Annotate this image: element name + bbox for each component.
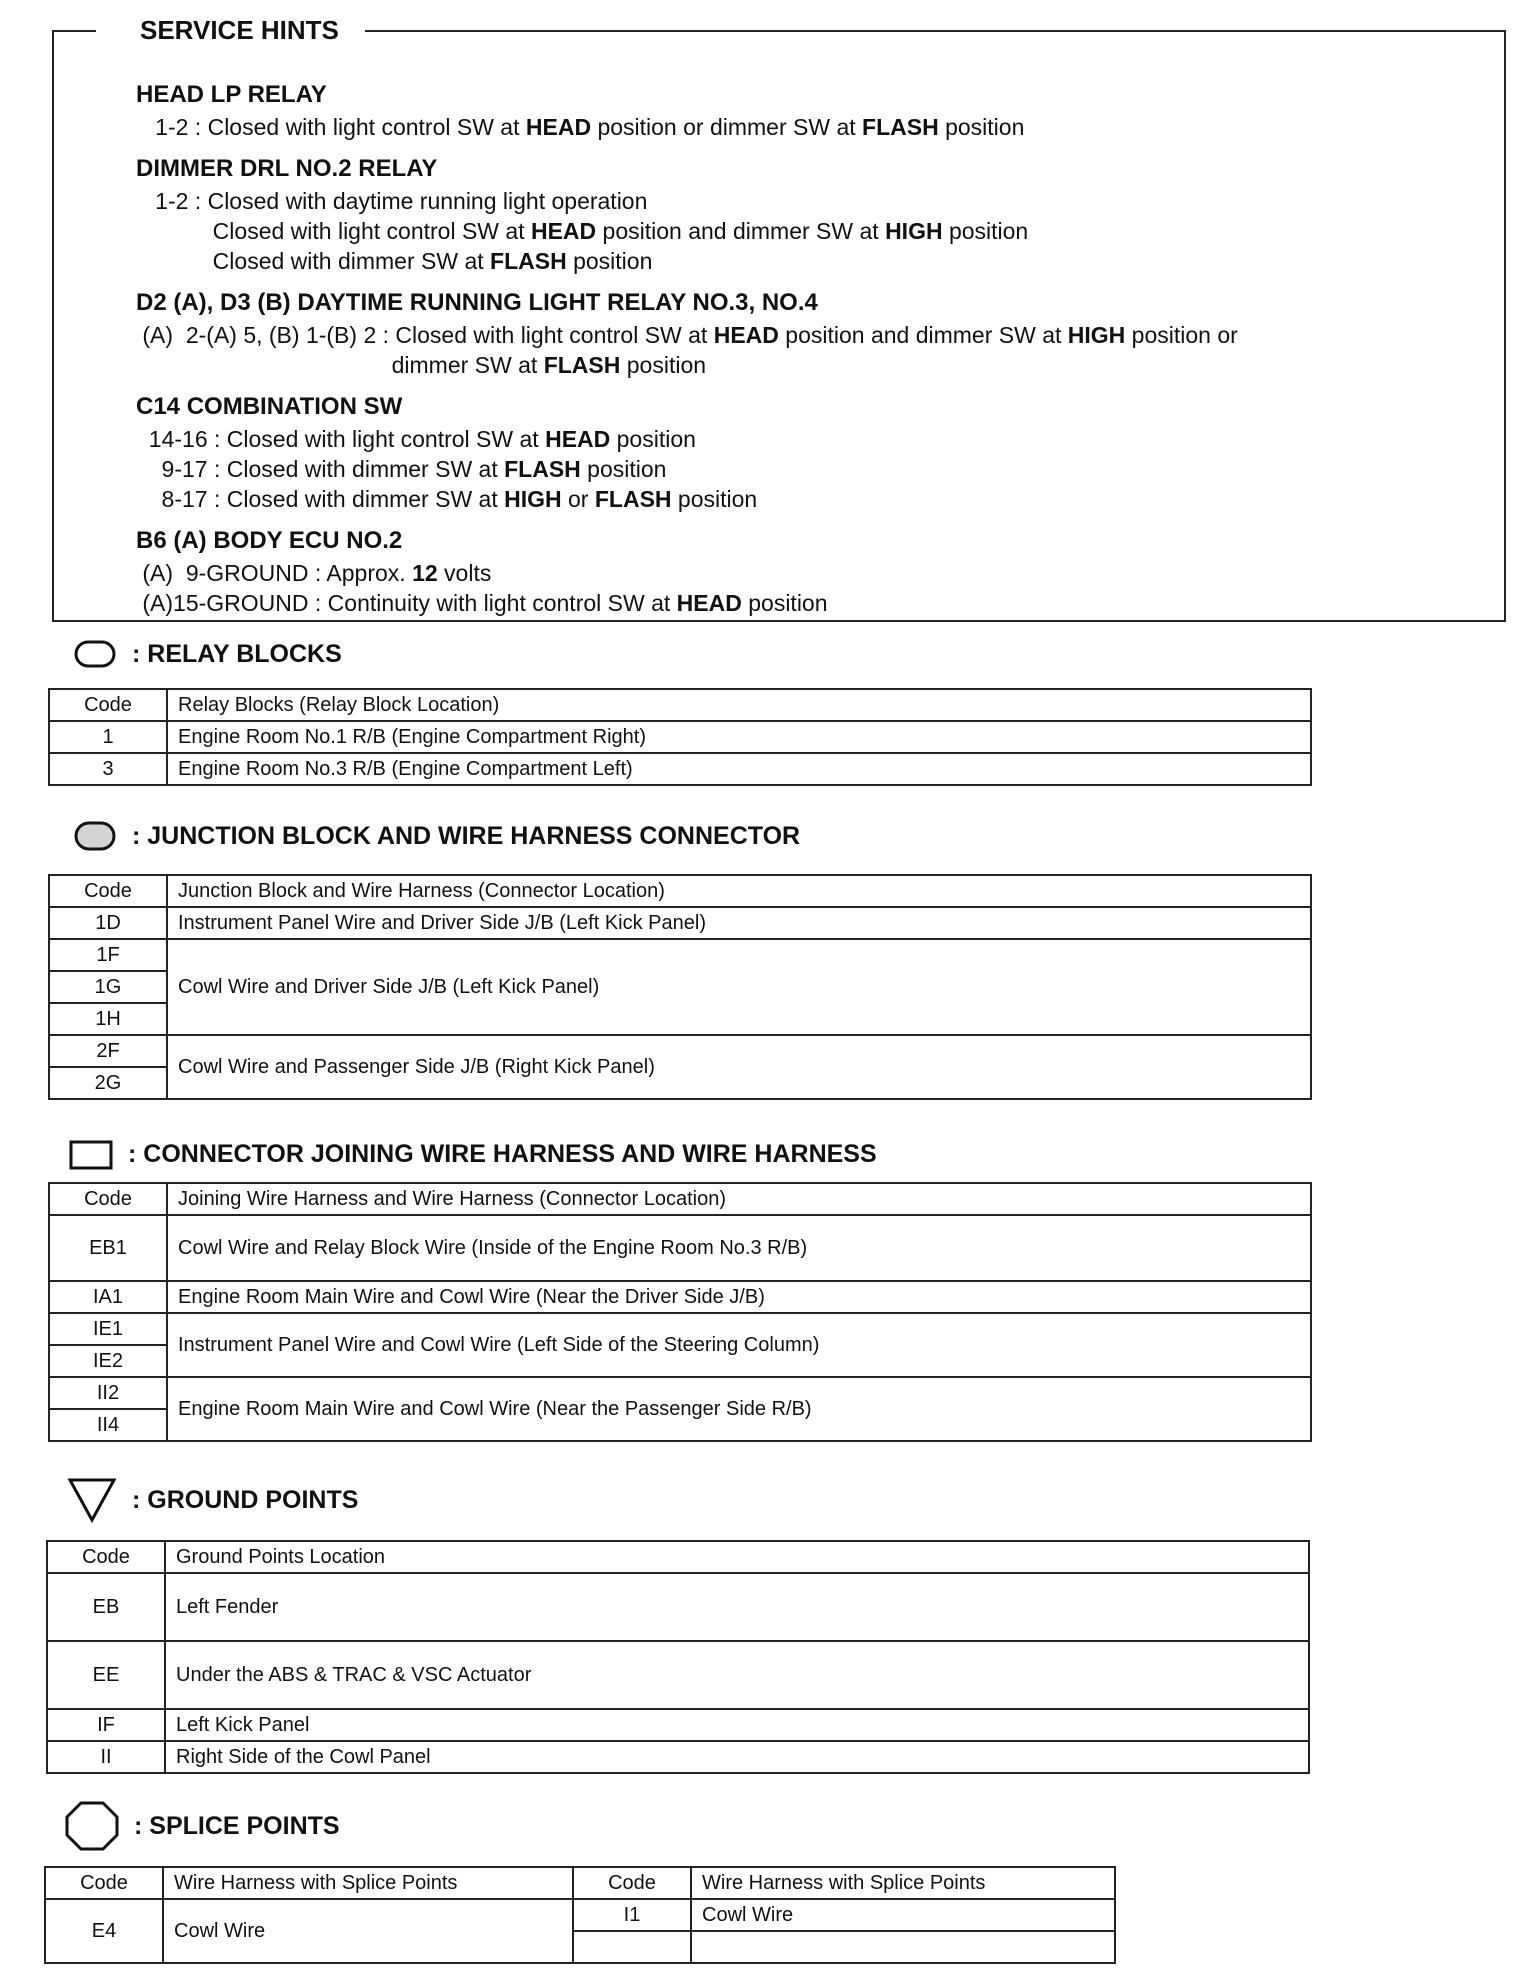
row-desc: Instrument Panel Wire and Driver Side J/B (Left Kick Panel) [167,907,1311,939]
header-code: Code [49,875,167,907]
row-code: II [47,1741,165,1773]
row-code: EB [47,1573,165,1641]
hint-section [136,80,1520,142]
row-desc: Engine Room Main Wire and Cowl Wire (Near the Passenger Side R/B) [167,1377,1311,1441]
hint-emphasis: HEAD [713,322,779,348]
hint-text: position and dimmer SW at [596,218,886,244]
table-row [47,1573,1309,1641]
hint-text: position [610,426,696,452]
table-row [47,1641,1309,1709]
ground-points-label: : GROUND POINTS [132,1485,359,1514]
hint-text: position [566,248,653,274]
header-code: Code [49,689,167,721]
row-desc: Cowl Wire and Passenger Side J/B (Right Kick Panel) [167,1035,1311,1099]
relay-blocks-label: : RELAY BLOCKS [132,639,342,668]
hint-emphasis: HIGH [504,486,562,512]
hint-section [136,392,1520,514]
hint-text: or [561,486,595,512]
hint-text: 1-2 : Closed with light control SW at [136,114,526,140]
header-code: Code [49,1183,167,1215]
hint-emphasis: FLASH [504,456,581,482]
service-hints-title: SERVICE HINTS [96,14,365,46]
hint-text: position [942,218,1029,244]
row-code: 1 [49,721,167,753]
table-row [49,1313,1311,1345]
row-code: II2 [49,1377,167,1409]
hint-emphasis: HEAD [530,218,597,244]
table-row [49,753,1311,785]
hint-line [136,484,1520,514]
hint-emphasis: HIGH [1067,322,1126,348]
row-code: 1D [49,907,167,939]
hint-text: (A)15-GROUND : Continuity with light control SW at [136,590,677,616]
ground-points-table [46,1540,1310,1774]
relay-blocks-table [48,688,1312,786]
row-desc: Engine Room No.1 R/B (Engine Compartment Right) [167,721,1311,753]
hint-emphasis: FLASH [490,248,567,274]
hint-line [136,588,1520,618]
row-desc: Instrument Panel Wire and Cowl Wire (Left Side of the Steering Column) [167,1313,1311,1377]
hint-text: dimmer SW at [136,352,544,378]
hint-text: position [620,352,707,378]
triangle-down-icon [66,1476,118,1524]
table-row [49,939,1311,971]
hint-text: Closed with dimmer SW at [136,248,491,274]
row-code: E4 [45,1899,163,1963]
junction-block-label: : JUNCTION BLOCK AND WIRE HARNESS CONNECTOR [132,821,801,850]
hint-heading: DIMMER DRL NO.2 RELAY [136,155,438,182]
row-desc: Cowl Wire and Driver Side J/B (Left Kick Panel) [167,939,1311,1035]
table-header-row [47,1541,1309,1573]
ground-points-header [66,1480,358,1520]
row-code: IF [47,1709,165,1741]
row-desc: Right Side of the Cowl Panel [165,1741,1309,1773]
octagon-icon [64,1800,120,1852]
hint-text: (A) 9-GROUND : Approx. [136,560,413,586]
hint-heading: D2 (A), D3 (B) DAYTIME RUNNING LIGHT RELAY NO.3, NO.4 [136,289,818,316]
connector-table [48,1182,1312,1442]
rounded-rectangle-icon [72,637,118,671]
hint-line [136,558,1520,588]
hint-emphasis: FLASH [862,114,939,140]
connector-label: : CONNECTOR JOINING WIRE HARNESS AND WIRE HARNESS [128,1139,877,1168]
row-code: 2G [49,1067,167,1099]
hint-text: position and dimmer SW at [778,322,1068,348]
row-code: 1G [49,971,167,1003]
hint-emphasis: 12 [412,560,438,586]
row-code: 1H [49,1003,167,1035]
hint-section [136,154,1520,276]
row-desc: Cowl Wire [691,1899,1115,1931]
header-code: Code [47,1541,165,1573]
hint-line [136,246,1520,276]
row-code: II4 [49,1409,167,1441]
hint-text: (A) 2-(A) 5, (B) 1-(B) 2 : Closed with light control SW at [136,322,714,348]
hint-emphasis: HIGH [885,218,943,244]
hint-text: position [580,456,667,482]
table-header-row [49,689,1311,721]
splice-points-table [44,1866,1116,1964]
junction-block-table [48,874,1312,1100]
splice-points-header [64,1806,340,1846]
row-desc: Cowl Wire and Relay Block Wire (Inside of the Engine Room No.3 R/B) [167,1215,1311,1281]
row-code: IA1 [49,1281,167,1313]
hint-text: Closed with light control SW at [136,218,531,244]
row-code: 3 [49,753,167,785]
hint-text: position or [1125,322,1238,348]
row-desc: Under the ABS & TRAC & VSC Actuator [165,1641,1309,1709]
header-desc: Wire Harness with Splice Points [163,1867,573,1899]
hint-heading: B6 (A) BODY ECU NO.2 [136,527,403,554]
hint-text: 8-17 : Closed with dimmer SW at [136,486,505,512]
row-code: 1F [49,939,167,971]
hint-text: 1-2 : Closed with daytime running light operation [136,188,648,214]
hint-text: position or dimmer SW at [591,114,863,140]
table-row [49,1035,1311,1067]
splice-points-label: : SPLICE POINTS [134,1811,340,1840]
junction-block-header [72,816,800,856]
connector-header [68,1134,877,1174]
hint-text: position [741,590,828,616]
shaded-rounded-rectangle-icon [72,818,118,854]
row-code: EE [47,1641,165,1709]
header-desc: Joining Wire Harness and Wire Harness (Connector Location) [167,1183,1311,1215]
table-header-row [45,1867,1115,1899]
header-desc: Ground Points Location [165,1541,1309,1573]
hint-heading: HEAD LP RELAY [136,81,327,108]
table-row [49,721,1311,753]
hint-line [136,424,1520,454]
row-desc: Left Kick Panel [165,1709,1309,1741]
header-desc: Relay Blocks (Relay Block Location) [167,689,1311,721]
row-code: IE2 [49,1345,167,1377]
hint-line [136,216,1520,246]
hint-line [136,454,1520,484]
hint-section [136,288,1520,380]
table-row [47,1709,1309,1741]
table-row [49,907,1311,939]
table-row [47,1741,1309,1773]
hint-emphasis: HEAD [545,426,611,452]
hint-line [136,186,1520,216]
table-header-row [49,875,1311,907]
row-desc: Engine Room Main Wire and Cowl Wire (Near the Driver Side J/B) [167,1281,1311,1313]
hint-text: 9-17 : Closed with dimmer SW at [136,456,505,482]
hint-emphasis: FLASH [543,352,621,378]
rectangle-icon [68,1137,114,1171]
row-desc: Engine Room No.3 R/B (Engine Compartment Left) [167,753,1311,785]
hint-text: position [938,114,1025,140]
row-desc: Cowl Wire [163,1899,573,1963]
hint-emphasis: HEAD [676,590,742,616]
header-desc: Wire Harness with Splice Points [691,1867,1115,1899]
hint-line [136,350,1520,380]
hint-section [136,526,1520,618]
hint-line [136,320,1520,350]
table-row [49,1281,1311,1313]
relay-blocks-header [72,634,342,674]
table-header-row [49,1183,1311,1215]
header-desc: Junction Block and Wire Harness (Connector Location) [167,875,1311,907]
header-code: Code [45,1867,163,1899]
empty-cell [691,1931,1115,1963]
row-code: IE1 [49,1313,167,1345]
service-hints-box [52,30,1506,622]
table-row [49,1377,1311,1409]
empty-cell [573,1931,691,1963]
table-row [49,1215,1311,1281]
row-desc: Left Fender [165,1573,1309,1641]
hint-text: 14-16 : Closed with light control SW at [136,426,546,452]
header-code: Code [573,1867,691,1899]
hint-line [136,112,1520,142]
hint-text: position [671,486,758,512]
row-code: I1 [573,1899,691,1931]
hint-emphasis: HEAD [525,114,592,140]
hint-emphasis: FLASH [594,486,672,512]
table-row [45,1899,1115,1931]
hint-heading: C14 COMBINATION SW [136,393,403,420]
hint-text: volts [437,560,492,586]
row-code: EB1 [49,1215,167,1281]
service-hints-body [136,80,1520,630]
row-code: 2F [49,1035,167,1067]
